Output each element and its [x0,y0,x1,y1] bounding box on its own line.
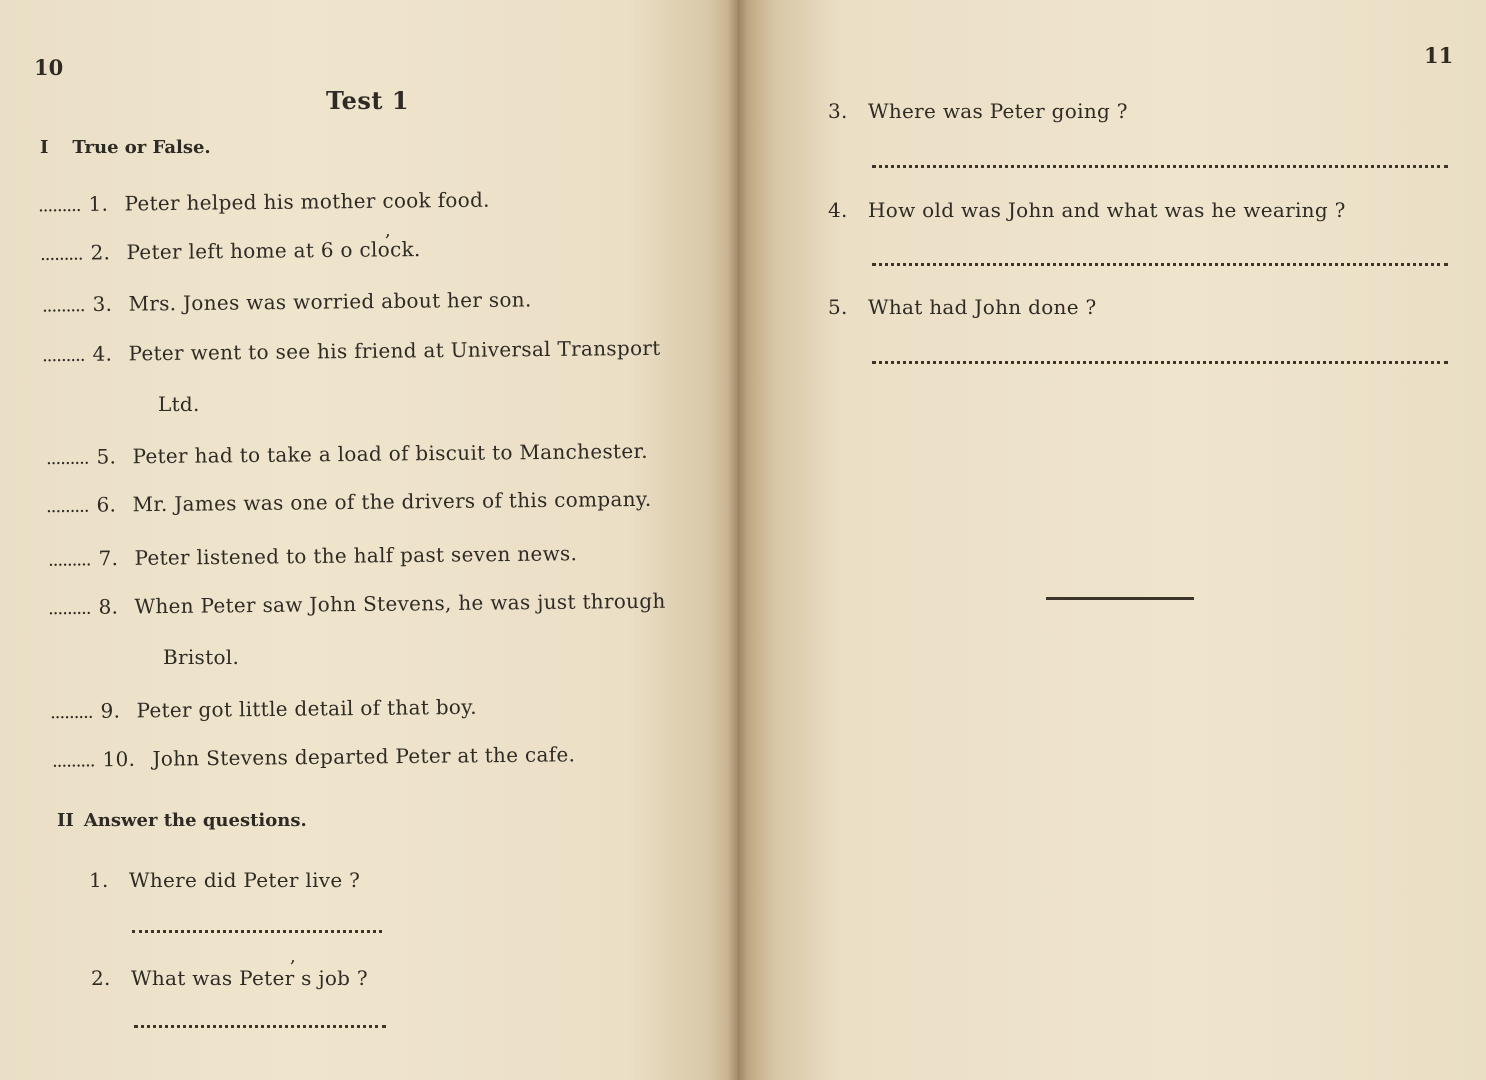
end-divider [1046,597,1194,600]
tf-item: ......... 10. John Stevens departed Peter at the cafe. [51,742,576,772]
section-answer-heading [57,810,307,831]
tf-item: ......... 4. Peter went to see his friend at Universal Transport [41,335,661,367]
book-gutter [728,0,748,1080]
apostrophe-mark: , [290,946,296,967]
answer-line [872,361,1448,364]
page-number-right: 11 [1424,43,1454,68]
section-numeral: I [40,137,49,158]
answer-blank: ......... [51,750,95,772]
question-item: 4. How old was John and what was he wearing ? [828,198,1346,222]
answer-blank: ......... [37,194,81,217]
tf-item: ......... 9. Peter got little detail of that boy. [49,694,477,724]
question-item: 1. Where did Peter live ? [89,868,361,892]
tf-item: ......... 6. Mr. James was one of the drivers of this company. [45,486,652,518]
answer-blank: ......... [45,495,89,518]
test-title: Test 1 [326,86,410,115]
question-item: 3. Where was Peter going ? [828,99,1128,123]
answer-line [872,263,1448,266]
tf-item-continuation: Ltd. [158,392,200,416]
tf-item: ......... 8. When Peter saw John Stevens, he was just through [47,588,666,620]
apostrophe-mark: , [385,220,391,241]
answer-blank: ......... [41,344,85,367]
section-title: True or False. [72,137,211,158]
left-page [0,0,738,1080]
answer-line [872,165,1448,168]
answer-blank: ......... [47,597,91,620]
answer-blank: ......... [49,701,93,724]
tf-item: ......... 1. Peter helped his mother cook food. [37,187,490,217]
question-item: 5. What had John done ? [828,295,1097,319]
tf-item: ......... 3. Mrs. Jones was worried about her son. [41,287,532,317]
answer-blank: ......... [47,549,91,571]
tf-item: ......... 2. Peter left home at 6 o clock. [39,237,421,265]
question-item: 2. What was Peter s job ? [91,966,368,990]
answer-line [132,930,382,933]
right-page [738,0,1486,1080]
section-true-false-heading [40,137,211,158]
tf-item-continuation: Bristol. [163,645,240,669]
tf-item: ......... 7. Peter listened to the half past seven news. [47,541,578,571]
section-numeral: II [57,810,74,831]
answer-line [134,1025,386,1028]
answer-blank: ......... [41,295,85,317]
answer-blank: ......... [45,447,89,470]
answer-blank: ......... [39,243,83,265]
tf-item: ......... 5. Peter had to take a load of biscuit to Manchester. [45,438,648,470]
section-title: Answer the questions. [83,810,307,831]
page-number-left: 10 [34,55,64,80]
